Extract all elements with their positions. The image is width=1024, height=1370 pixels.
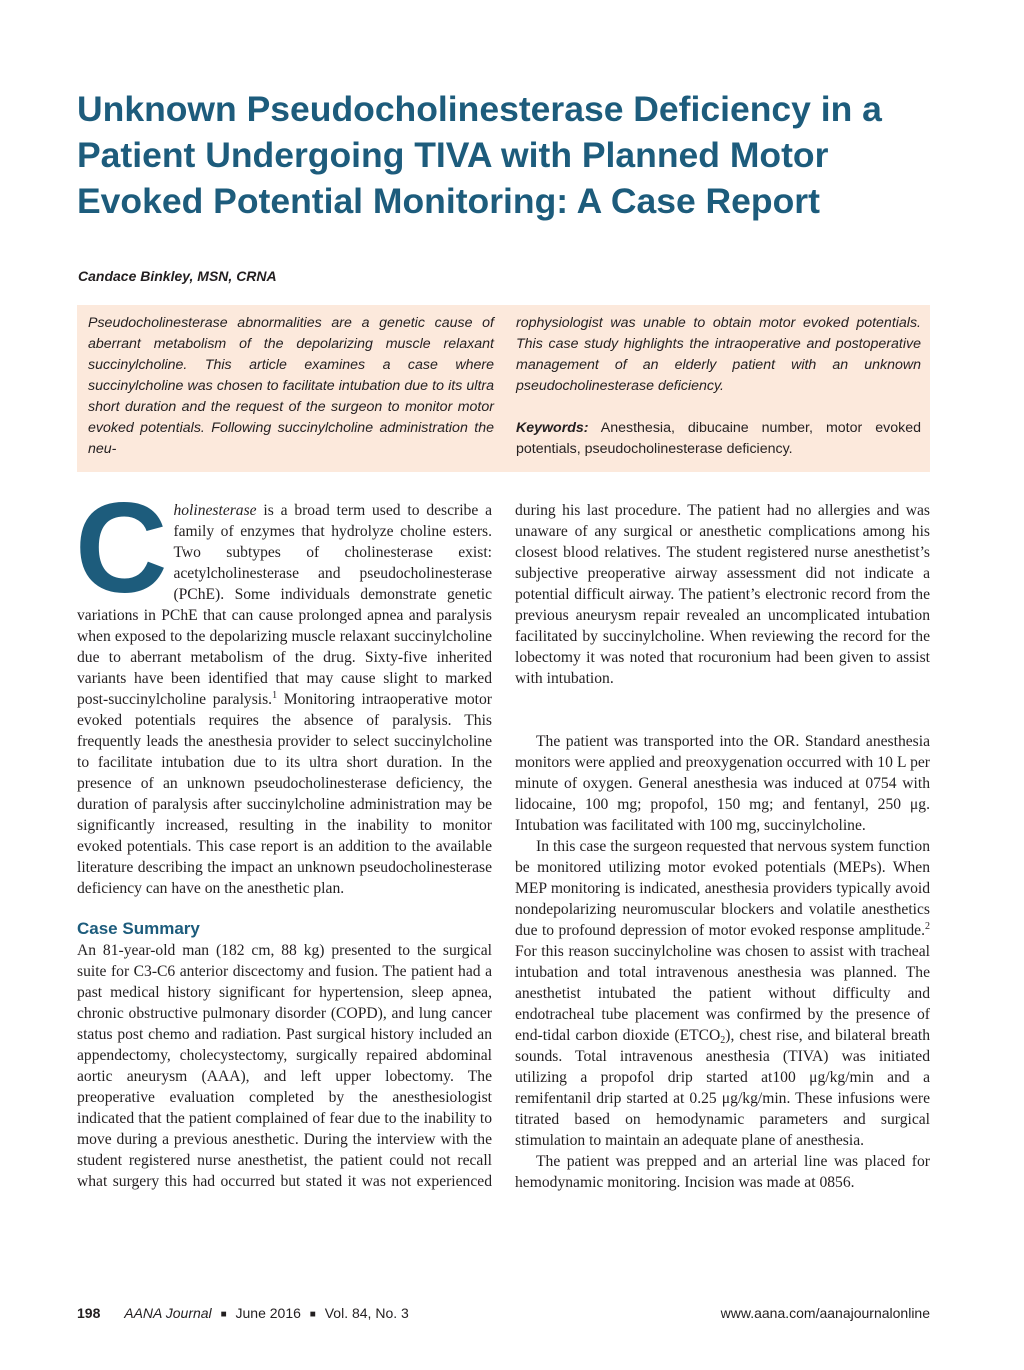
abstract-text-left: Pseudocholinesterase abnormalities are a genetic cause of aberrant metabolism of the depolarizing muscle relaxant succinylcholine. This article examines a case where succinylcholine was chosen to facilitate intubation due to its ultra short duration and the request of the surgeon to monitor motor evoked potentials. Following succinylcholine administration the neu- — [88, 315, 494, 457]
article-title: Unknown Pseudocholinesterase Deficiency in a Patient Undergoing TIVA with Planned Motor Evoked Potential Monitoring: A Case Report — [77, 89, 882, 221]
case-paragraph-1-continued-text: during his last procedure. The patient had no allergies and was unaware of any surgical or anesthetic complications among his closest blood relatives. The student registered nurse anesthetist’s subjective preoperative airway assessment did not indicate a potential difficult airway. The patient’s electronic record from the previous aneurysm repair revealed an uncomplicated intubation facilitated by succinylcholine. When reviewing the record for the lobectomy it was noted that rocuronium had been given to assist with intubation. — [515, 502, 930, 687]
journal-name: AANA Journal — [124, 1305, 212, 1321]
intro-text-2: Monitoring intraoperative motor evoked potentials requires the absence of paralysis. This frequently leads the anesthesia provider to select succinylcholine to facilitate intubation due to its ultra short duration. In the presence of an unknown pseudocholinesterase deficiency, the duration of paralysis after succinylcholine administration may be significantly increased, resulting in the inability to monitor evoked potentials. This case report is an addition to the available literature describing the impact an unknown pseudocholinesterase deficiency can have on the anesthetic plan. — [77, 691, 493, 897]
abstract-column-right — [516, 313, 921, 460]
abstract-column-left — [88, 313, 494, 460]
keywords-label: Keywords: — [516, 420, 589, 436]
keywords-list: Anesthesia, dibucaine number, motor evoked potentials, pseudocholinesterase deficiency. — [516, 420, 921, 457]
body-column-left — [75, 477, 493, 1192]
section-heading-case-summary: Case Summary — [77, 919, 200, 938]
keywords — [516, 418, 921, 460]
intro-text-1: is a broad term used to describe a family of enzymes that hydrolyze choline esters. Two subtypes of cholinesterase exist: acetylcholinesterase and pseudocholinesterase (PChE). Some individuals demonstrate genetic variations in PChE that can cause prolonged apnea and paralysis when exposed to the depolarizing muscle relaxant succinylcholine due to aberrant metabolism of the drug. Sixty-five inherited variants have been identified that may cause slight to marked post-succinylcholine paralysis. — [77, 502, 492, 708]
footer-separator: ■ — [309, 1309, 316, 1320]
case-paragraph-4: The patient was prepped and an arterial line was placed for hemodynamic monitoring. Incision was made at 0856. — [515, 1153, 930, 1191]
intro-paragraph — [75, 477, 493, 899]
case-paragraph-1: An 81-year-old man (182 cm, 88 kg) presented to the surgical suite for C3-C6 anterior discectomy and fusion. The patient had a past medical history significant for hypertension, sleep apnea, chronic obstructive pulmonary disorder (COPD), and lung cancer status post chemo and radiation. Past surgical history included an appendectomy, cholecystectomy, surgically repaired abdominal aortic aneurysm (AAA), and left upper lobectomy. The preoperative evaluation completed by the anesthesiologist indicated that the patient complained of fear due to the inability to move during a previous anesthetic. During the interview with the student registered nurse anesthetist, the patient could not recall what surgery this had occurred but stated it was not experienced — [77, 942, 492, 1190]
reference-1[interactable]: 1 — [272, 690, 278, 701]
co2-subscript: 2 — [720, 1035, 726, 1046]
abstract-box — [77, 305, 930, 472]
body-column-right — [515, 500, 930, 1193]
abstract-text-right: rophysiologist was unable to obtain motor evoked potentials. This case study highlights the intraoperative and postoperative management of an elderly patient with an unknown pseudocholinesterase deficiency. — [516, 315, 921, 394]
case-paragraph-2: The patient was transported into the OR. Standard anesthesia monitors were applied and preoxygenation occurred with 10 L per minute of oxygen. General anesthesia was induced at 0754 with lidocaine, 100 mg; propofol, 150 mg; and fentanyl, 250 μg. Intubation was facilitated with 100 mg, succinylcholine. — [515, 733, 930, 834]
footer-separator: ■ — [220, 1309, 227, 1320]
page-footer — [77, 1305, 930, 1325]
reference-2[interactable]: 2 — [925, 921, 930, 932]
drop-cap: C — [75, 477, 168, 620]
issue-date: June 2016 — [235, 1305, 301, 1321]
case-paragraph-1-continued — [515, 500, 930, 731]
case-paragraph-3 — [515, 836, 930, 1151]
case-text-3b: For this reason succinylcholine was chosen to assist with tracheal intubation and total intravenous anesthesia was planned. The anesthetist intubated the patient without difficulty and endotracheal tube placement was confirmed by the presence of end-tidal carbon dioxide (ETCO — [515, 943, 930, 1044]
author-byline: Candace Binkley, MSN, CRNA — [78, 268, 277, 284]
volume-issue: Vol. 84, No. 3 — [324, 1305, 409, 1321]
intro-term: holinesterase — [173, 502, 257, 519]
case-text-3c: ), chest rise, and bilateral breath sounds. Total intravenous anesthesia (TIVA) was initiated utilizing a propofol drip started at100 μg/kg/min and a remifentanil drip started at 0.25 μg/kg/min. These infusions were titrated based on hemodynamic parameters and surgical stimulation to maintain an adequate plane of anesthesia. — [515, 1027, 930, 1149]
page-number: 198 — [77, 1305, 101, 1321]
journal-website-link[interactable]: www.aana.com/aanajournalonline — [720, 1305, 930, 1321]
case-text-3a: In this case the surgeon requested that nervous system function be monitored utilizing motor evoked potentials (MEPs). When MEP monitoring is indicated, anesthesia providers typically avoid nondepolarizing neuromuscular blockers and volatile anesthetics due to profound depression of motor evoked response amplitude. — [515, 838, 930, 939]
